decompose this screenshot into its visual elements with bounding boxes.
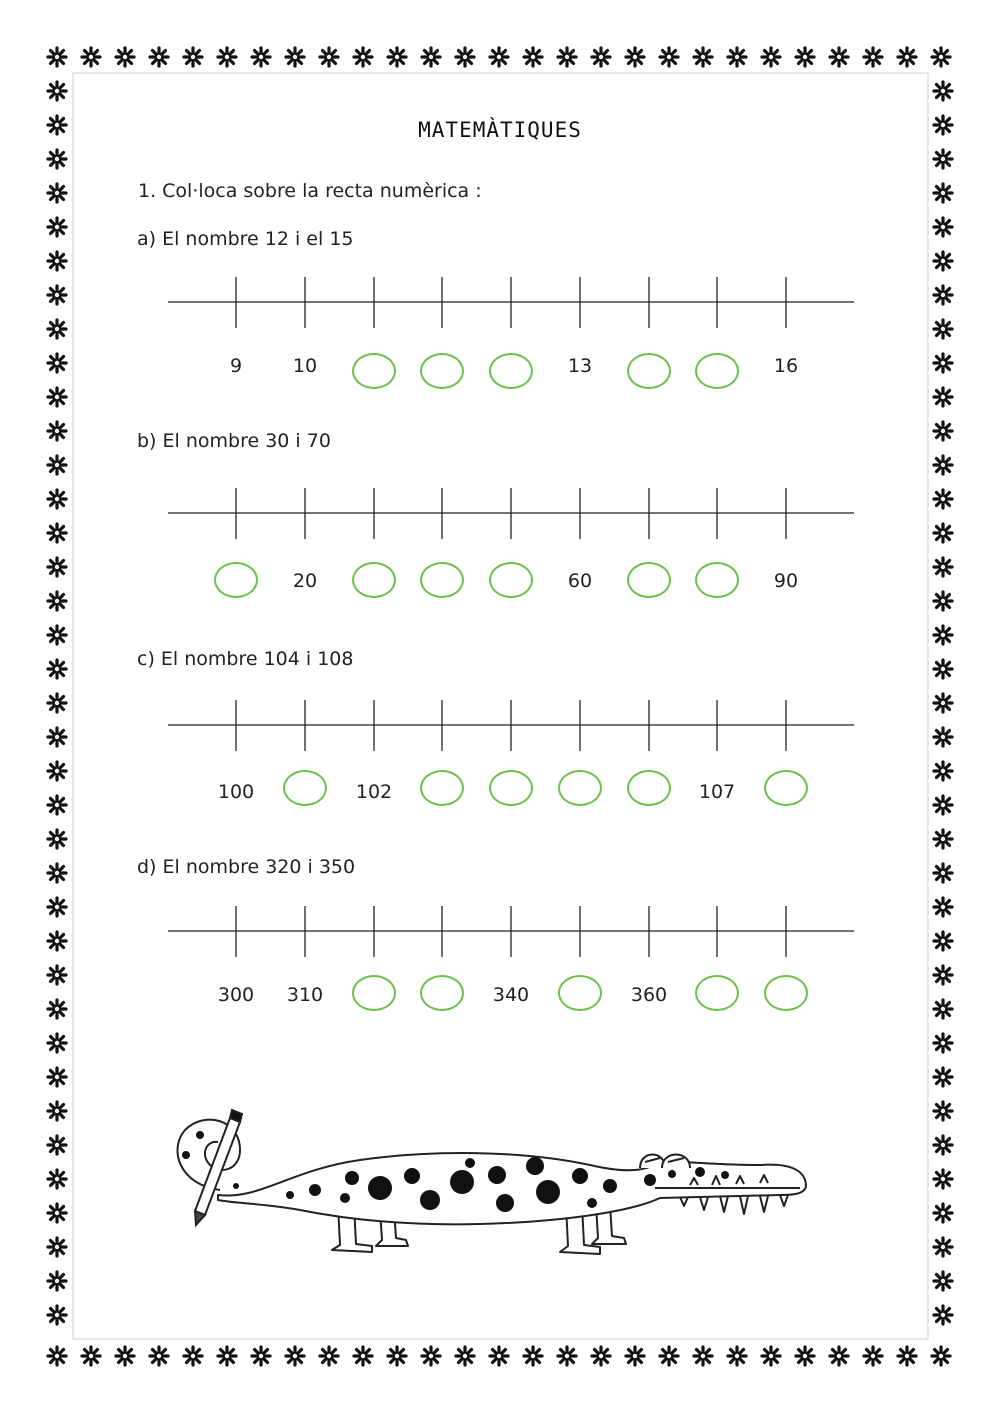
- number-label-a: 9: [229, 355, 243, 377]
- question-b-label: b) El nombre 30 i 70: [137, 430, 331, 452]
- number-label-c: 100: [217, 781, 255, 803]
- number-label-a: 13: [567, 355, 593, 377]
- question-c-label: c) El nombre 104 i 108: [137, 648, 354, 670]
- number-label-d: 340: [492, 984, 530, 1006]
- number-label-c: 107: [698, 781, 736, 803]
- question-a-label: a) El nombre 12 i el 15: [137, 228, 354, 250]
- number-label-d: 300: [217, 984, 255, 1006]
- number-label-c: 102: [355, 781, 393, 803]
- question-d-label: d) El nombre 320 i 350: [137, 856, 356, 878]
- page-title: MATEMÀTIQUES: [418, 118, 582, 142]
- number-label-b: 20: [292, 570, 318, 592]
- number-label-a: 16: [773, 355, 799, 377]
- number-label-d: 310: [286, 984, 324, 1006]
- number-label-d: 360: [630, 984, 668, 1006]
- number-label-b: 60: [567, 570, 593, 592]
- number-label-b: 90: [773, 570, 799, 592]
- instruction-text: 1. Col·loca sobre la recta numèrica :: [138, 180, 482, 202]
- number-label-a: 10: [292, 355, 318, 377]
